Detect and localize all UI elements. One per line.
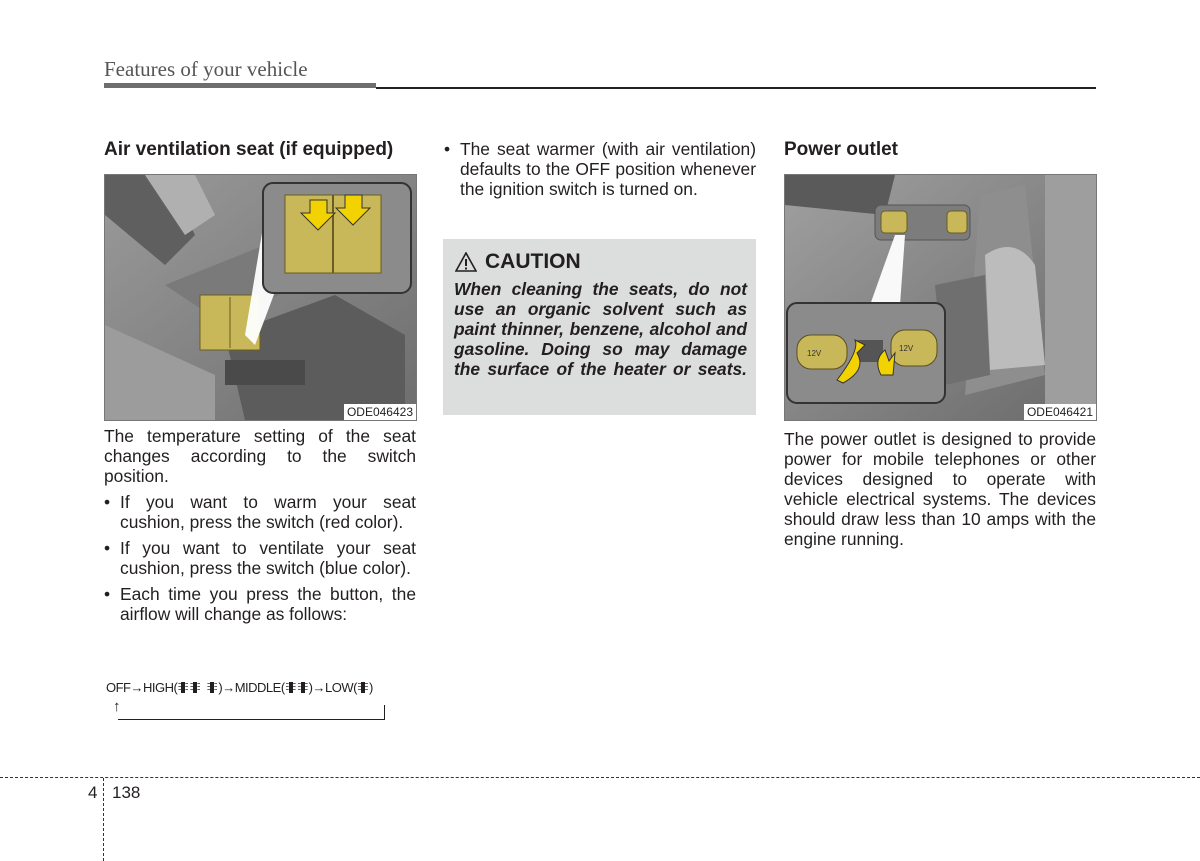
page-number: 138 — [112, 783, 141, 802]
airflow-sequence: OFF → HIGH ( ) → MIDDLE ( ) → LOW ( ) — [106, 680, 373, 695]
list-item: • If you want to warm your seat cushion, press the switch (red color). — [104, 492, 416, 532]
header-rule-accent — [104, 83, 376, 88]
fan-level-icon — [207, 681, 217, 694]
section-heading-power-outlet: Power outlet — [784, 139, 899, 160]
list-item: • The seat warmer (with air ventilation) defaults to the OFF position whenever the ignition switch is turned on. — [444, 139, 756, 199]
intro-paragraph: The temperature setting of the seat changes according to the switch position. — [104, 426, 416, 486]
fan-level-icon — [298, 681, 308, 694]
airflow-return-arrow: ↑ — [113, 698, 121, 715]
seat-switch-bullet-list — [104, 492, 416, 630]
outlet-voltage-label: 12V — [899, 344, 914, 353]
list-item: • If you want to ventilate your seat cushion, press the switch (blue color). — [104, 538, 416, 578]
outlet-voltage-label: 12V — [807, 349, 822, 358]
outlet-cover-left — [797, 335, 847, 369]
fan-level-icon — [358, 681, 368, 694]
running-header: Features of your vehicle — [104, 57, 308, 81]
figure-code: ODE046421 — [1024, 404, 1096, 420]
seat-switch-photo — [104, 174, 417, 421]
airflow-cycle-line — [118, 705, 385, 720]
seat-switch-illustration — [105, 175, 416, 420]
warning-triangle-icon — [455, 252, 477, 272]
fan-level-icon — [286, 681, 296, 694]
caution-text: When cleaning the seats, do not use an organic solvent such as paint thinner, benzene, alcohol and gasoline. Doing so may damage the surface of the heater or seats. — [454, 279, 747, 379]
power-outlet-paragraph: The power outlet is designed to provide power for mobile telephones or other devices designed to operate with vehicle electrical systems. The devices should draw less than 10 amps with the engine running. — [784, 429, 1096, 549]
figure-code: ODE046423 — [344, 404, 416, 420]
header-rule — [376, 87, 1096, 89]
fan-level-icon — [178, 681, 188, 694]
caution-title: CAUTION — [485, 250, 581, 273]
footer-rule — [0, 777, 1200, 778]
seat-warmer-note — [444, 139, 756, 205]
fan-level-icon — [190, 681, 200, 694]
outlet-cover-right — [891, 330, 937, 366]
caution-box — [443, 239, 756, 415]
footer-divider — [103, 778, 104, 861]
chapter-number: 4 — [88, 783, 98, 802]
section-heading-air-ventilation-seat: Air ventilation seat (if equipped) — [104, 139, 394, 160]
list-item: • Each time you press the button, the airflow will change as follows: — [104, 584, 416, 624]
power-outlet-illustration — [785, 175, 1096, 420]
power-outlet-photo — [784, 174, 1097, 421]
